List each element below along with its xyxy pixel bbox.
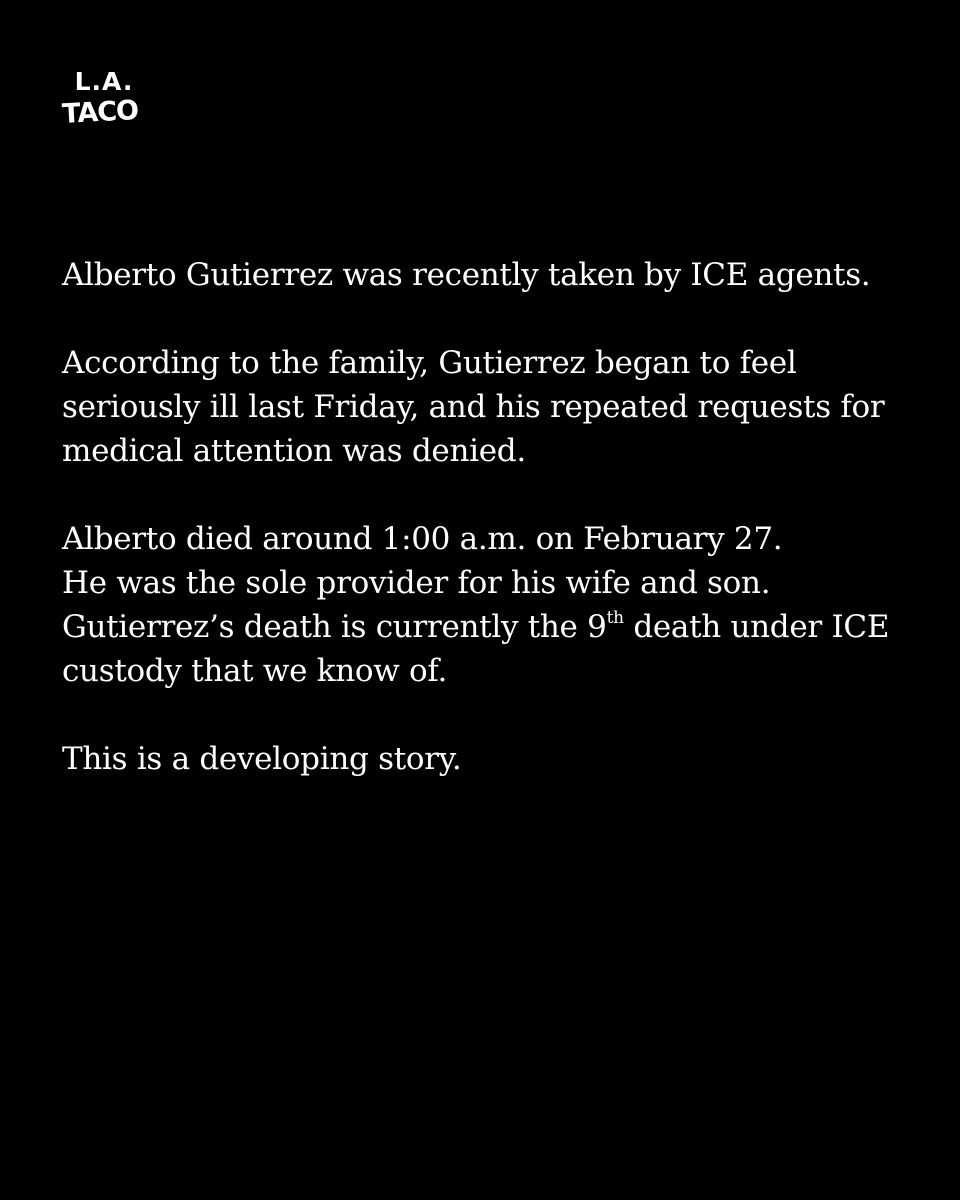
paragraph-2 [62,341,922,473]
paragraph-4 [62,737,922,781]
text-line: He was the sole provider for his wife and son. [62,565,771,601]
la-taco-logo-mark [50,66,154,130]
ordinal-superscript: th [606,608,624,628]
text-line: According to the family, Gutierrez began to feel [62,345,797,381]
text-line: custody that we know of. [62,653,448,689]
text-line: Alberto Gutierrez was recently taken by ICE agents. [62,257,871,293]
story-text [62,253,922,781]
text-segment: Gutierrez’s death is currently the 9 [62,609,607,645]
paragraph-1 [62,253,922,297]
paragraph-3 [62,517,922,693]
text-segment: death under ICE [623,609,890,645]
text-line: seriously ill last Friday, and his repeated requests for [62,389,885,425]
text-line: Alberto died around 1:00 a.m. on February 27. [62,521,783,557]
text-line: medical attention was denied. [62,433,526,469]
text-line: This is a developing story. [62,741,462,777]
logo-line-2: TACO [61,95,139,130]
la-taco-logo [50,66,154,130]
logo-line-1: L.A. [74,67,134,96]
text-line-with-superscript [62,605,922,649]
